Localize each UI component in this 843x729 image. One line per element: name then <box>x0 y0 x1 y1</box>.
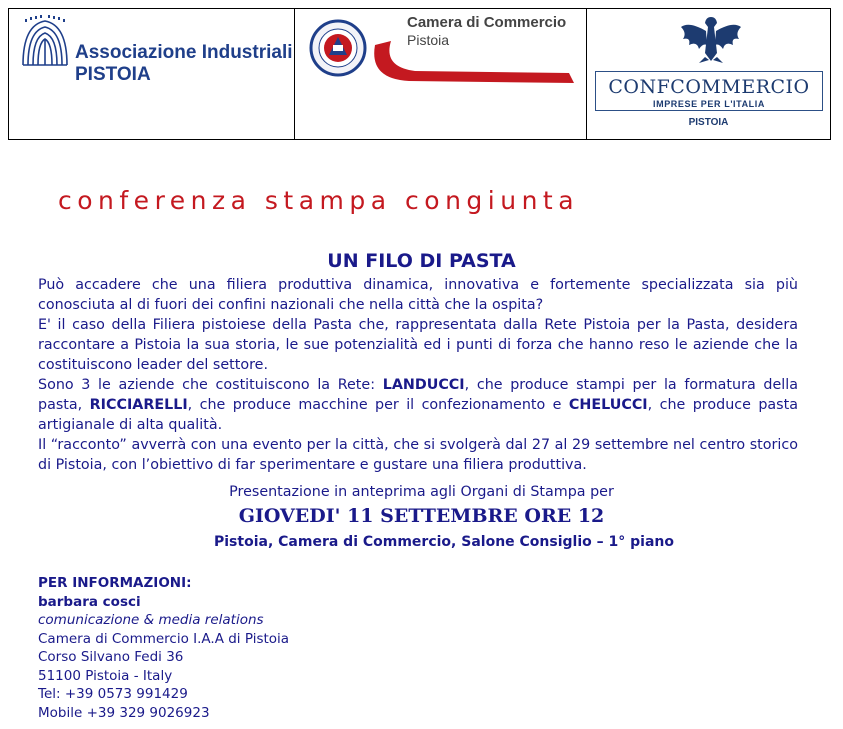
camera-commercio-logo-cell <box>294 9 586 139</box>
body-p3-text-c: , che produce stampi per la formatura della pasta, <box>38 377 798 413</box>
associazione-industriali-logo-cell <box>9 9 294 139</box>
press-release-body <box>38 275 798 475</box>
contact-city: 51100 Pistoia - Italy <box>38 667 173 684</box>
confcommercio-eagle-icon <box>679 13 743 65</box>
contact-organization: Camera di Commercio I.A.A di Pistoia <box>38 630 290 647</box>
body-paragraph-2: E' il caso della Filiera pistoiese della Pasta che, rappresentata dalla Rete Pistoia per la Pasta, desidera raccontare a Pistoia la sua storia, le sue potenzialità ed i punti di forza che hanno reso le aziende che la costituiscono leader del settore. <box>38 317 798 373</box>
camera-commercio-swoosh-icon <box>369 37 579 87</box>
company-landucci: LANDUCCI <box>382 377 465 393</box>
contact-address: Corso Silvano Fedi 36 <box>38 649 184 665</box>
associazione-industriali-emblem-icon <box>19 15 71 67</box>
confcommercio-tagline: IMPRESE PER L'ITALIA <box>653 99 765 109</box>
contact-phone: Tel: +39 0573 991429 <box>38 686 188 702</box>
conference-title: conferenza stampa congiunta <box>58 186 580 215</box>
body-paragraph-4: Il “racconto” avverrà con una evento per la città, che si svolgerà dal 27 al 29 settembre nel centro storico di Pistoia, con l’obiettivo di far sperimentare e gustare una filiera produttiva. <box>38 437 798 473</box>
contact-info <box>38 574 289 722</box>
confcommercio-name: CONFCOMMERCIO <box>608 76 810 98</box>
contact-name: barbara cosci <box>38 593 141 610</box>
pistoia-seal-icon <box>309 19 367 77</box>
associazione-industriali-name: Associazione Industriali <box>75 42 293 63</box>
presentation-line: Presentazione in anteprima agli Organi di Stampa per <box>229 484 614 500</box>
confcommercio-city: PISTOIA <box>688 117 729 128</box>
logo-header <box>8 8 831 140</box>
associazione-industriali-city: PISTOIA <box>75 64 151 85</box>
body-paragraph-1: Può accadere che una filiera produttiva dinamica, innovativa e fortemente specializzata sia più conosciuta al di fuori dei confini nazionali che nella città che la ospita? <box>38 277 798 313</box>
camera-commercio-city: Pistoia <box>407 32 450 48</box>
body-p3-text-a: Sono 3 le aziende che costituiscono la Rete: <box>38 377 383 393</box>
event-date: GIOVEDI' 11 SETTEMBRE ORE 12 <box>238 505 605 527</box>
body-paragraph-3 <box>38 375 798 435</box>
event-place: Pistoia, Camera di Commercio, Salone Consiglio – 1° piano <box>214 534 674 550</box>
camera-commercio-name: Camera di Commercio <box>407 14 567 31</box>
confcommercio-wordmark-box <box>595 71 823 111</box>
body-p3-text-g: , che produce pasta artigianale di alta qualità. <box>38 397 798 433</box>
confcommercio-logo-cell <box>586 9 830 139</box>
page-title: UN FILO DI PASTA <box>327 250 516 272</box>
body-p3-text-e: , che produce macchine per il confezionamento e <box>187 397 569 413</box>
company-chelucci: CHELUCCI <box>568 397 648 413</box>
contact-mobile: Mobile +39 329 9026923 <box>38 704 210 721</box>
contact-label: PER INFORMAZIONI: <box>38 575 192 591</box>
contact-role: comunicazione & media relations <box>38 612 264 628</box>
company-ricciarelli: RICCIARELLI <box>89 397 188 413</box>
